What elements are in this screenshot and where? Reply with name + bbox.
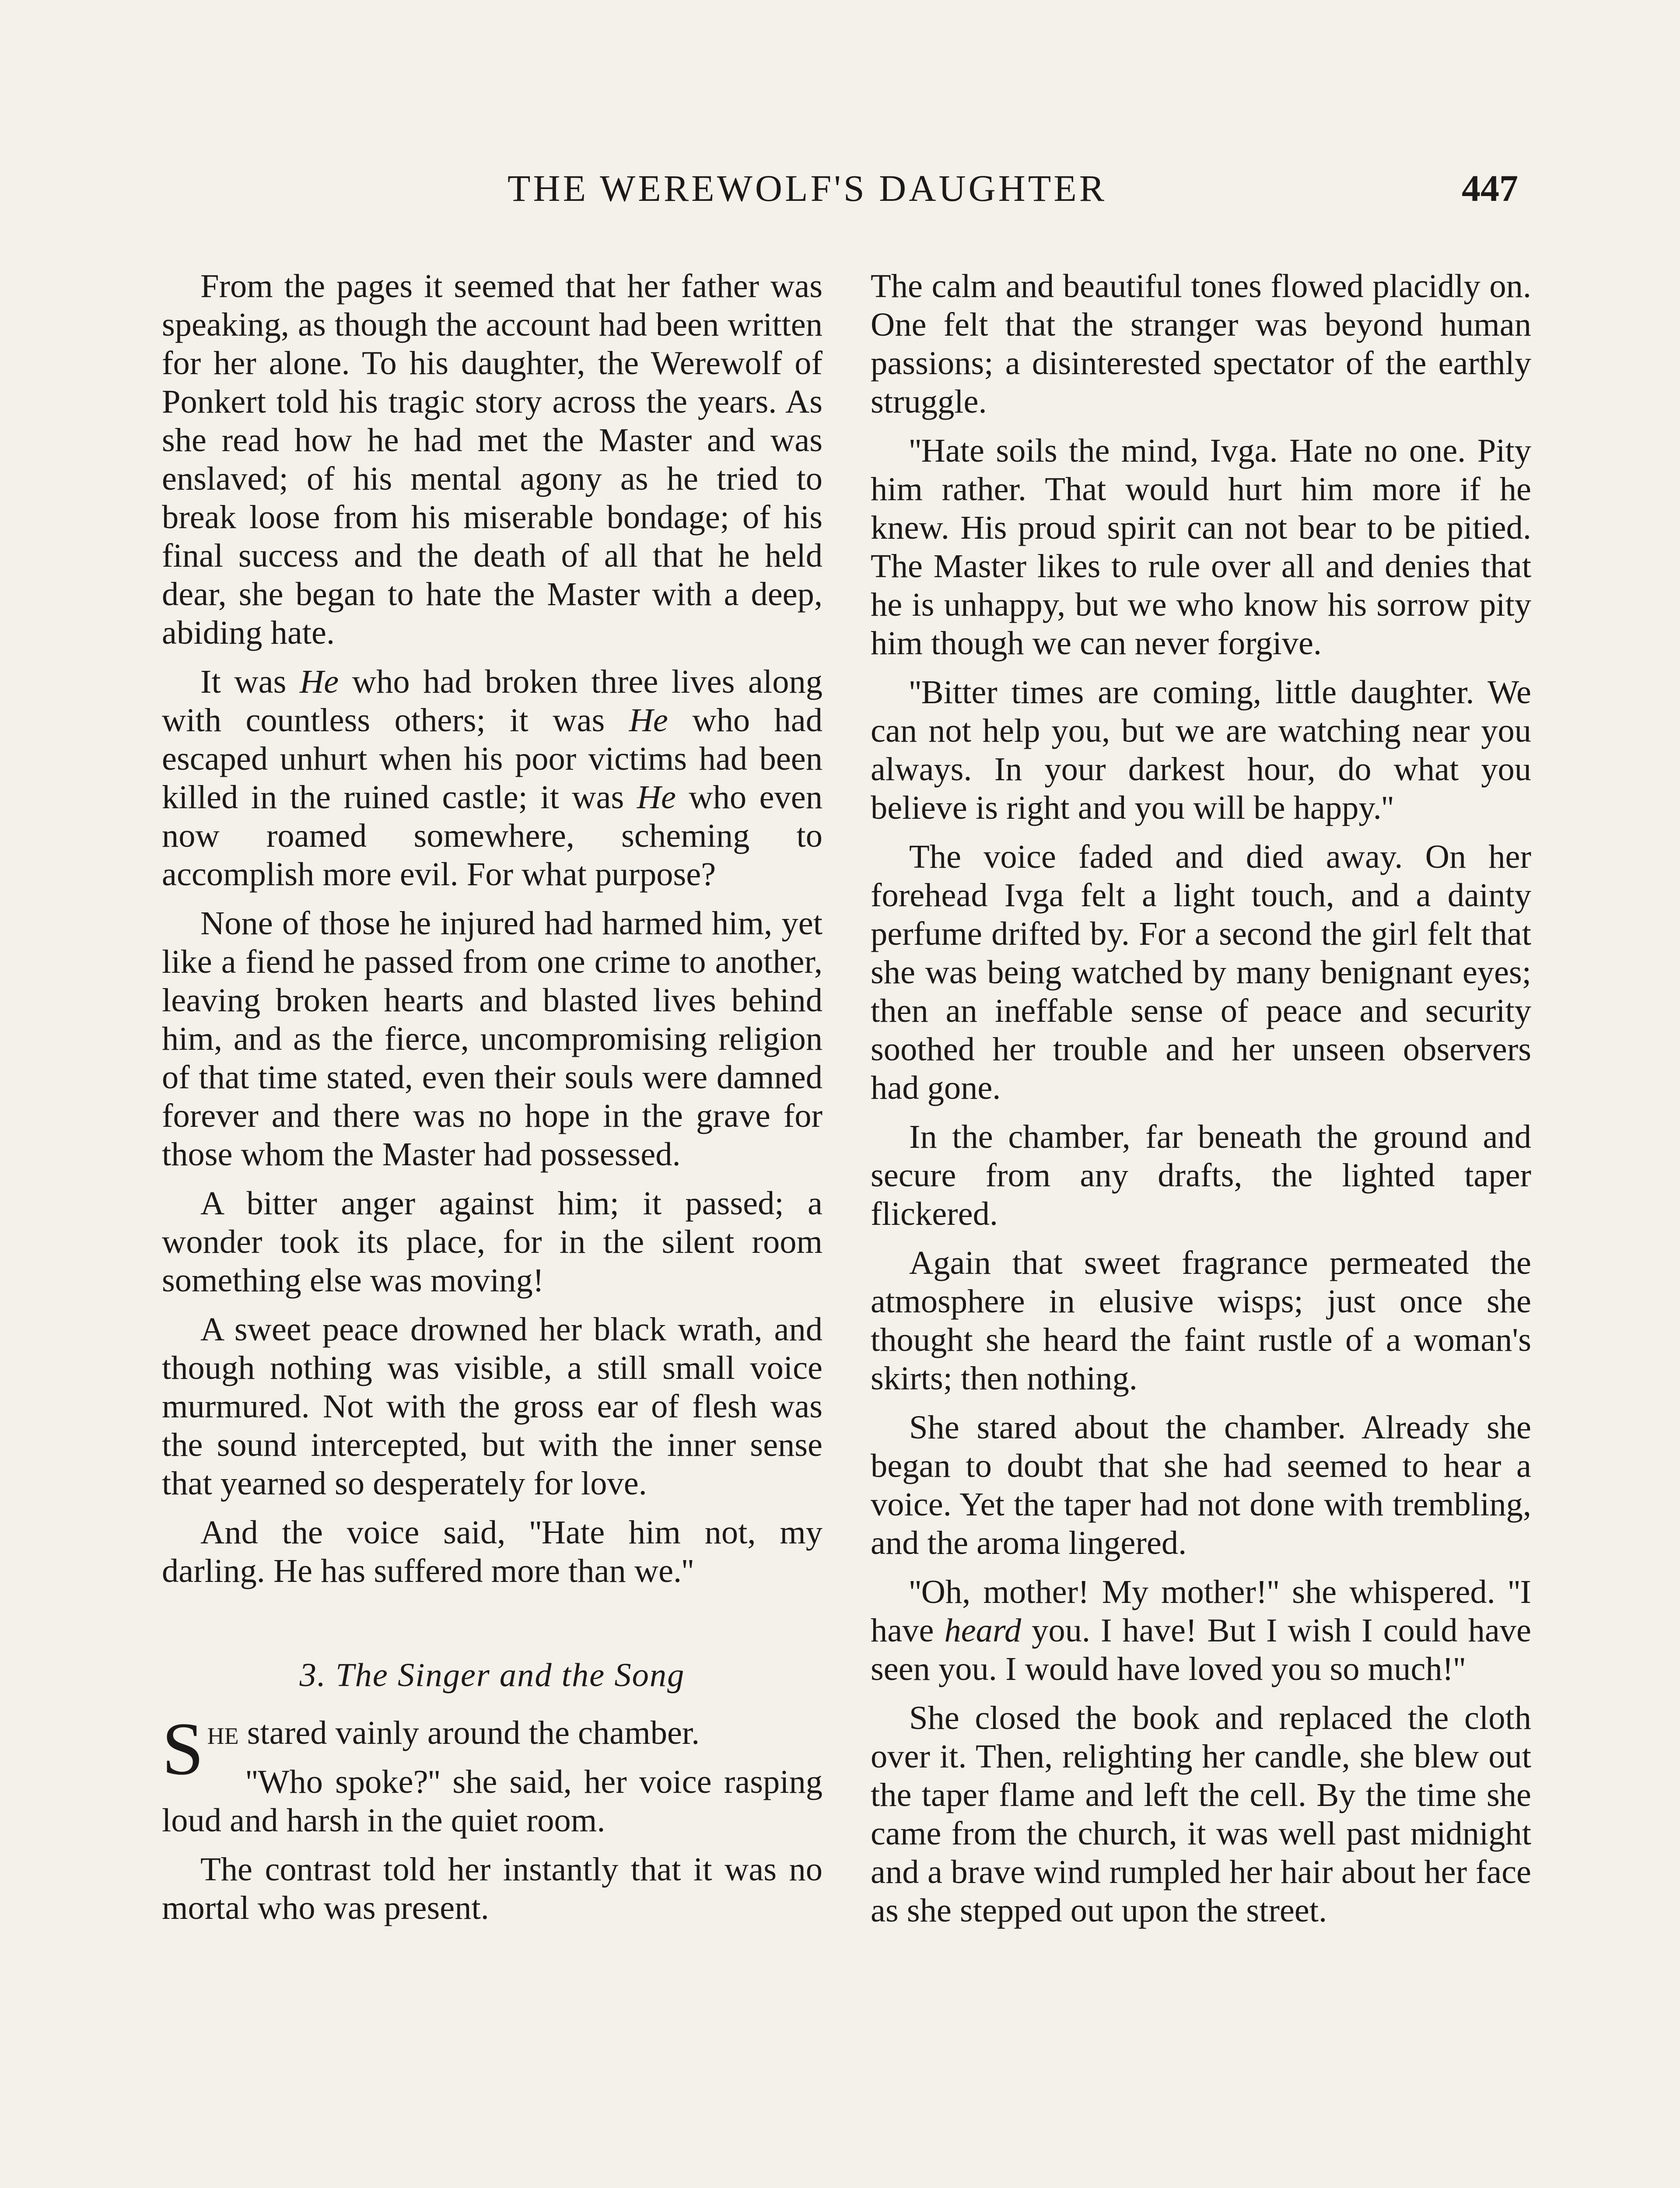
paragraph: ''Oh, mother! My mother!'' she whispered. ''I have heard you. I have! But I wish I could have seen you. I would have loved you so much!'' [871,1573,1531,1687]
paragraph: ''Bitter times are coming, little daughter. We can not help you, but we are watching near you always. In your darkest hour, do what you believe is right and you will be happy.'' [871,673,1531,826]
paragraph: ''Who spoke?'' she said, her voice rasping loud and harsh in the quiet room. [162,1763,822,1839]
paragraph: In the chamber, far beneath the ground and secure from any drafts, the lighted taper flickered. [871,1118,1531,1232]
paragraph: A bitter anger against him; it passed; a wonder took its place, for in the silent room something else was moving! [162,1185,822,1299]
emphasis-he: He [637,778,676,816]
drop-cap: S [162,1708,204,1791]
section-heading: 3. The Singer and the Song [299,1656,685,1694]
paragraph: She closed the book and replaced the cloth over it. Then, relighting her candle, she blew out the taper flame and left the cell. By the time she came from the church, it was well past midnight and a brave wind rumpled her hair about her face as she stepped out upon the street. [871,1699,1531,1929]
paragraph-dropcap: She stared vainly around the chamber. [162,1708,700,1791]
right-column [871,267,1531,1940]
paragraph: She stared about the chamber. Already she began to doubt that she had seemed to hear a voice. Yet the taper had not done with trembling, and the aroma lingered. [871,1409,1531,1561]
paragraph: From the pages it seemed that her father was speaking, as though the account had been written for her alone. To his daughter, the Werewolf of Ponkert told his tragic story across the years. As she read how he had met the Master and was enslaved; of his mental agony as he tried to break loose from his miserable bondage; of his final success and the death of all that he held dear, she began to hate the Master with a deep, abiding hate. [162,267,822,651]
running-title: THE WEREWOLF'S DAUGHTER [508,167,1107,209]
page-number: 447 [1462,167,1518,209]
small-caps-word: he [207,1714,239,1751]
paragraph: The contrast told her instantly that it was no mortal who was present. [162,1851,822,1926]
emphasis-he: He [299,663,339,700]
paragraph: The calm and beautiful tones flowed placidly on. One felt that the stranger was beyond human passions; a disinterested spectator of the earthly struggle. [871,267,1531,420]
paragraph: ''Hate soils the mind, Ivga. Hate no one. Pity him rather. That would hurt him more if he knew. His proud spirit can not bear to be pitied. The Master likes to rule over all and denies that he is unhappy, but we who know his sorrow pity him though we can never forgive. [871,432,1531,662]
paragraph: Again that sweet fragrance permeated the atmosphere in elusive wisps; just once she thought she heard the faint rustle of a woman's skirts; then nothing. [871,1244,1531,1397]
paragraph: It was He who had broken three lives along with countless others; it was He who had escaped unhurt when his poor victims had been killed in the ruined castle; it was He who even now roamed somewhere, scheming to accomplish more evil. For what purpose? [162,663,823,893]
paragraph: None of those he injured had harmed him, yet like a fiend he passed from one crime to another, leaving broken hearts and blasted lives behind him, and as the fierce, uncompromising religion of that time stated, even their souls were damned forever and there was no hope in the grave for those whom the Master had possessed. [162,905,822,1173]
paragraph: A sweet peace drowned her black wrath, and though nothing was visible, a still small voice murmured. Not with the gross ear of flesh was the sound intercepted, but with the inner sense that yearned so desperately for love. [162,1311,822,1502]
emphasis-heard: heard [944,1612,1022,1649]
paragraph: And the voice said, ''Hate him not, my darling. He has suffered more than we.'' [162,1514,822,1589]
paragraph: The voice faded and died away. On her forehead Ivga felt a light touch, and a dainty perfume drifted by. For a second the girl felt that she was being watched by many benignant eyes; then an ineffable sense of peace and security soothed her trouble and her unseen observers had gone. [871,838,1531,1106]
running-header [0,166,1680,219]
emphasis-he: He [629,701,668,739]
left-column [162,267,822,1938]
